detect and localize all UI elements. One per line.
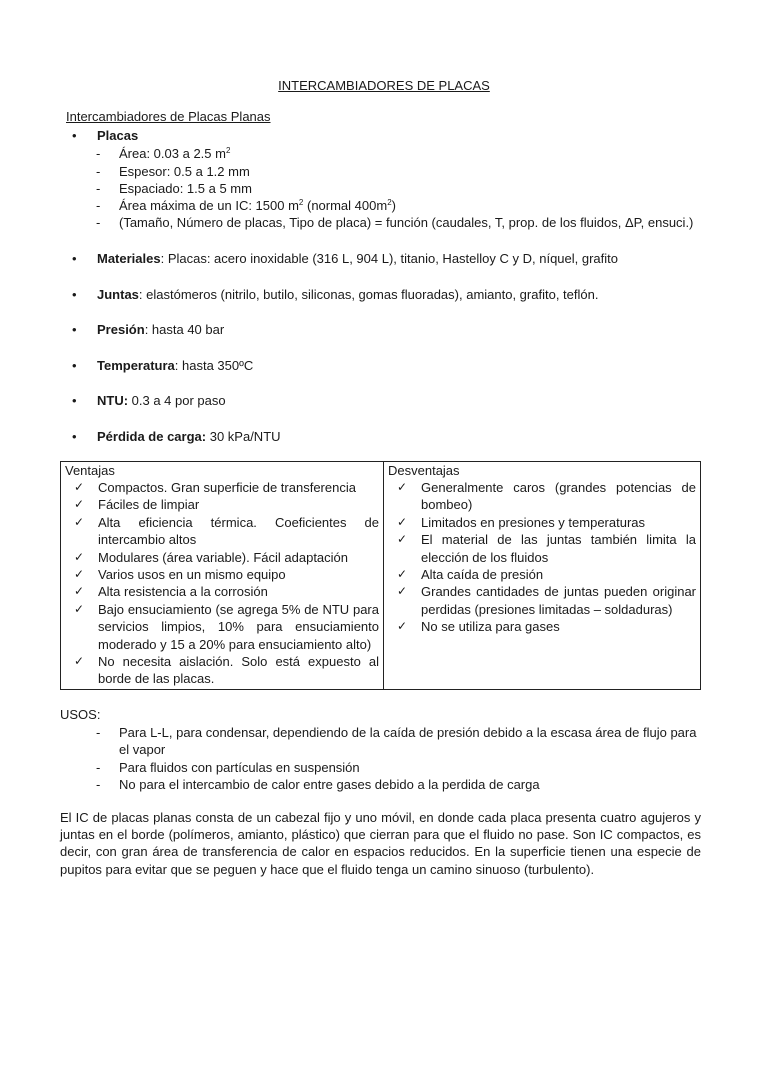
desventajas-header: Desventajas — [388, 463, 460, 478]
document-page: INTERCAMBIADORES DE PLACAS Intercambiadores de Placas Planas • Placas - Área: 0.03 a 2.5 $m^2$ - Espesor: 0.5 a 1.2 mm - Espaciado: 1.5 a 5 mm - Área máxima de un IC: 1500 $m^2$ (normal $400m^2$) - (Tamaño, Número de placas, Tipo de placa) = función (caudales, T, prop. de los fluidos, ΔP, ensuci.) • Materiales: Placas: acero inoxidable (316 L, 904 L), titanio, Hastelloy C y D, níquel, grafito • Juntas: elastómeros (nitrilo, butilo, siliconas, gomas fluoradas), amianto, grafito, teflón. • Presión: hasta 40 bar • Temperatura: hasta 350ºC • NTU: 0.3 a 4 por paso • Pérdida de carga: 30 kPa/NTU Ventajas ✓ Compactos. Gran superficie de transferencia ✓ Fáciles de limpiar ✓ Alta eficiencia térmica. Coeficientes de intercambio altos ✓ Modulares (área variable). Fácil adaptación ✓ Varios usos en un mismo equipo ✓ Alta resistencia a la corrosión ✓ Bajo ensuciamiento (se agrega 5% de NTU para servicios limpios, 10% para ensuciamiento moderado y 15 a 20% para ensuciamiento alto) ✓ No necesita aislación. Solo está expuesto al borde de las placas. Desventajas ✓ Generalmente caros (grandes potencias de bombeo) ✓ Limitados en presiones y temperaturas ✓ El material de las juntas también limita la elección de los fluidos ✓ Alta caída de presión ✓ Grandes cantidades de juntas pueden originar perdidas (presiones limitadas – soldaduras) ✓ No se utiliza para gases USOS: - Para L-L, para condensar, dependiendo de la caída de presión debido a la escasa área de flujo para el vapor - Para fluidos con partículas en suspensión - No para el intercambio de calor entre gases debido a la perdida de carga El IC de placas planas consta de un cabezal fijo y uno móvil, en donde cada placa presenta cuatro agujeros y juntas en el borde (polímeros, amianto, plástico) que cierran para que el fluido no pase. Son IC compactos, es decir, con gran área de transferencia de calor en espacios reducidos. En la superficie tienen una especie de pupitos para evitar que se peguen y hace que el fluido tenga un camino sinuoso (turbulento). — [0, 0, 768, 1087]
checkmark-icon: ✓ — [74, 654, 85, 669]
checkmark-icon: ✓ — [397, 584, 408, 599]
description-paragraph: El IC de placas planas consta de un cabezal fijo y uno móvil, en donde cada placa presenta cuatro agujeros y juntas en el borde (polímeros, amianto, plástico) que cierran para que el fluido no pase. Son IC compactos, es decir, con gran área de transferencia de calor en espacios reducidos. En la superficie tienen una especie de pupitos para evitar que se peguen y hace que el fluido tenga un camino sinuoso (turbulento). — [60, 810, 701, 877]
checkmark-icon: ✓ — [74, 514, 85, 529]
checkmark-icon: ✓ — [397, 480, 408, 494]
checkmark-icon: ✓ — [397, 532, 408, 547]
ventaja-item: ✓ Modulares (área variable). Fácil adaptación — [74, 549, 349, 565]
ventaja-item: ✓ Alta resistencia a la corrosión — [74, 584, 268, 600]
ventajas-cell — [61, 462, 384, 690]
ventaja-item: ✓ Fáciles de limpiar — [74, 497, 200, 513]
desventaja-item: ✓ Generalmente caros (grandes potencias de bombeo) — [397, 480, 696, 513]
ventajas-desventajas-table — [60, 461, 701, 690]
checkmark-icon: ✓ — [74, 549, 85, 564]
ventaja-item: ✓ Varios usos en un mismo equipo — [74, 567, 286, 583]
desventaja-item: ✓ Grandes cantidades de juntas pueden originar perdidas (presiones limitadas – soldaduras) — [397, 584, 696, 617]
ventaja-item: ✓ Compactos. Gran superficie de transferencia — [74, 480, 356, 495]
checkmark-icon: ✓ — [74, 567, 85, 582]
checkmark-icon: ✓ — [397, 514, 408, 529]
usos-label: USOS: — [60, 707, 101, 722]
bullet-label: Placas — [97, 128, 139, 143]
desventaja-item: ✓ El material de las juntas también limita la elección de los fluidos — [397, 532, 696, 565]
desventajas-cell — [384, 462, 701, 690]
desventaja-item: ✓ Limitados en presiones y temperaturas — [397, 514, 646, 530]
page-title: INTERCAMBIADORES DE PLACAS — [278, 78, 490, 93]
checkmark-icon: ✓ — [74, 497, 85, 512]
desventaja-item: ✓ Alta caída de presión — [397, 567, 544, 583]
checkmark-icon: ✓ — [74, 480, 85, 494]
section-subtitle: Intercambiadores de Placas Planas — [66, 109, 271, 124]
checkmark-icon: ✓ — [74, 601, 85, 616]
desventaja-item: ✓ No se utiliza para gases — [397, 619, 560, 635]
ventajas-header: Ventajas — [65, 463, 115, 478]
ventaja-item: ✓ Bajo ensuciamiento (se agrega 5% de NTU para servicios limpios, 10% para ensuciamiento moderado y 15 a 20% para ensuciamiento alto) — [74, 601, 379, 652]
checkmark-icon: ✓ — [397, 619, 408, 634]
bullet-dot: • — [72, 128, 77, 143]
checkmark-icon: ✓ — [74, 584, 85, 599]
ventaja-item: ✓ No necesita aislación. Solo está expuesto al borde de las placas. — [74, 654, 379, 687]
checkmark-icon: ✓ — [397, 567, 408, 582]
ventaja-item: ✓ Alta eficiencia térmica. Coeficientes de intercambio altos — [74, 514, 379, 548]
